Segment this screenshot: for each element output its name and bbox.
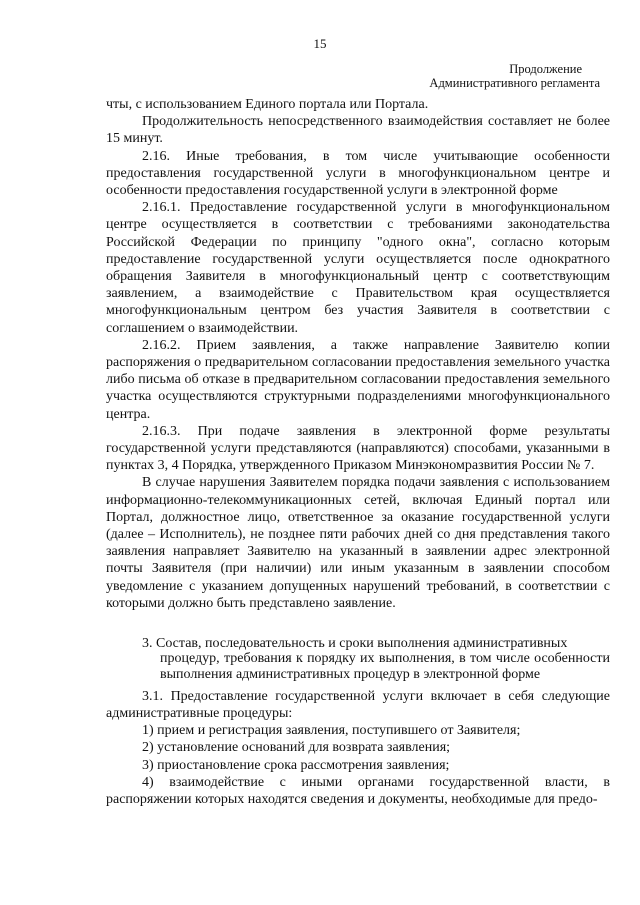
document-body xyxy=(106,96,610,808)
section-spacer xyxy=(106,612,610,636)
page-number: 15 xyxy=(313,36,327,51)
list-item: 1) прием и регистрация заявления, поступившего от Заявителя; xyxy=(142,723,521,739)
paragraph-duration: Продолжительность непосредственного взаимодействия составляет не более 15 минут. xyxy=(106,114,610,147)
paragraph-3-1: 3.1. Предоставление государственной услуги включает в себя следующие административные процедуры: xyxy=(106,688,610,721)
paragraph-continuation: чты, с использованием Единого портала или Портала. xyxy=(106,97,429,112)
list-item: 4) взаимодействие с иными органами государственной власти, в распоряжении которых находятся сведения и документы, необходимые для предо- xyxy=(106,774,610,807)
section-3-heading-rest: процедур, требования к порядку их выполнения, в том числе особенности выполнения административных процедур в электронной форме xyxy=(160,651,610,682)
running-header xyxy=(429,62,600,90)
paragraph-violation-notice: В случае нарушения Заявителем порядка подачи заявления с использованием информационно-телекоммуникационных сетей, включая Единый портал или Портал, должностное лицо, ответственное за оказание государственной услуги (далее – Исполнитель), не позднее пяти рабочих дней со дня представления такого заявления направляет Заявителю на указанный в заявлении адрес электронной почты Заявителя (при наличии) или иным указанным в заявлении способом уведомление с указанием допущенных нарушений требований, в соответствии с которыми должно быть представлено заявление. xyxy=(106,475,610,611)
paragraph-2-16-3: 2.16.3. При подаче заявления в электронной форме результаты государственной услуги представляются (направляются) способами, указанными в пунктах 3, 4 Порядка, утвержденного Приказом Минэкономразвития России № 7. xyxy=(106,423,610,474)
paragraph-2-16-heading: 2.16. Иные требования, в том числе учитывающие особенности предоставления государственной услуги в многофункциональном центре и особенности предоставления государственной услуги в электронной форме xyxy=(106,148,610,199)
list-item: 2) установление оснований для возврата заявления; xyxy=(142,740,451,756)
list-item: 3) приостановление срока рассмотрения заявления; xyxy=(142,757,450,773)
section-3-heading xyxy=(106,636,610,682)
header-continuation: Продолжение xyxy=(509,62,582,76)
header-document-title: Административного регламента xyxy=(429,76,600,90)
section-3-heading-line1: 3. Состав, последовательность и сроки выполнения административных xyxy=(142,636,568,652)
paragraph-2-16-1: 2.16.1. Предоставление государственной услуги в многофункциональном центре осуществляется в соответствии с требованиями законодательства Российской Федерации по принципу "одного окна", согласно которым предоставление государственной услуги осуществляется после однократного обращения Заявителя в многофункциональный центр с соответствующим заявлением, а взаимодействие с Правительством края осуществляется многофункциональным центром без участия Заявителя в соответствии с соглашением о взаимодействии. xyxy=(106,200,610,336)
paragraph-2-16-2: 2.16.2. Прием заявления, а также направление Заявителю копии распоряжения о предварительном согласовании предоставления земельного участка либо письма об отказе в предварительном согласовании предоставления земельного участка осуществляются структурными подразделениями многофункционального центра. xyxy=(106,337,610,422)
